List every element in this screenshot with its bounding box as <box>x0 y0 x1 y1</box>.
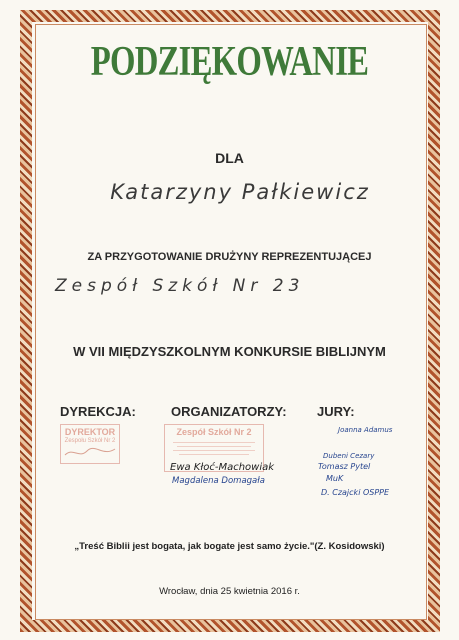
jury-heading: JURY: <box>317 404 355 419</box>
jury-signature-3: Tomasz Pytel <box>318 462 371 471</box>
jury-signature-1: Joanna Adamus <box>338 426 393 434</box>
organizers-heading: ORGANIZATORZY: <box>171 404 287 419</box>
jury-signature-2: Dubeni Cezary <box>323 452 375 460</box>
inner-border-line <box>35 24 427 620</box>
management-signature-scribble <box>63 445 117 459</box>
organizers-stamp-title: Zespół Szkół Nr 2 <box>176 427 252 437</box>
certificate-title: PODZIĘKOWANIE <box>90 39 369 85</box>
recipient-name: Katarzyny Pałkiewicz <box>110 180 370 204</box>
jury-signature-5: D. Czajcki OSPPE <box>321 488 390 497</box>
event-name: W VII MIĘDZYSZKOLNYM KONKURSIE BIBLIJNYM <box>73 344 386 359</box>
reason-text: ZA PRZYGOTOWANIE DRUŻYNY REPREZENTUJĄCEJ <box>87 251 372 263</box>
management-stamp <box>60 424 120 464</box>
management-heading: DYREKCJA: <box>60 404 136 419</box>
jury-signature-4: MuK <box>326 474 344 483</box>
for-label: DLA <box>215 150 244 166</box>
place-and-date: Wrocław, dnia 25 kwietnia 2016 r. <box>159 586 300 597</box>
school-name: Zespół Szkół Nr 23 <box>55 276 305 296</box>
bible-quote: „Treść Biblii jest bogata, jak bogate jest samo życie."(Z. Kosidowski) <box>74 541 385 552</box>
management-stamp-title: DYREKTOR <box>64 427 116 437</box>
organizer-signature-2: Magdalena Domagała <box>172 476 265 486</box>
management-stamp-school: Zespołu Szkół Nr 2 <box>64 438 116 444</box>
organizer-signature-1: Ewa Kłoć-Machowiak <box>170 462 275 473</box>
